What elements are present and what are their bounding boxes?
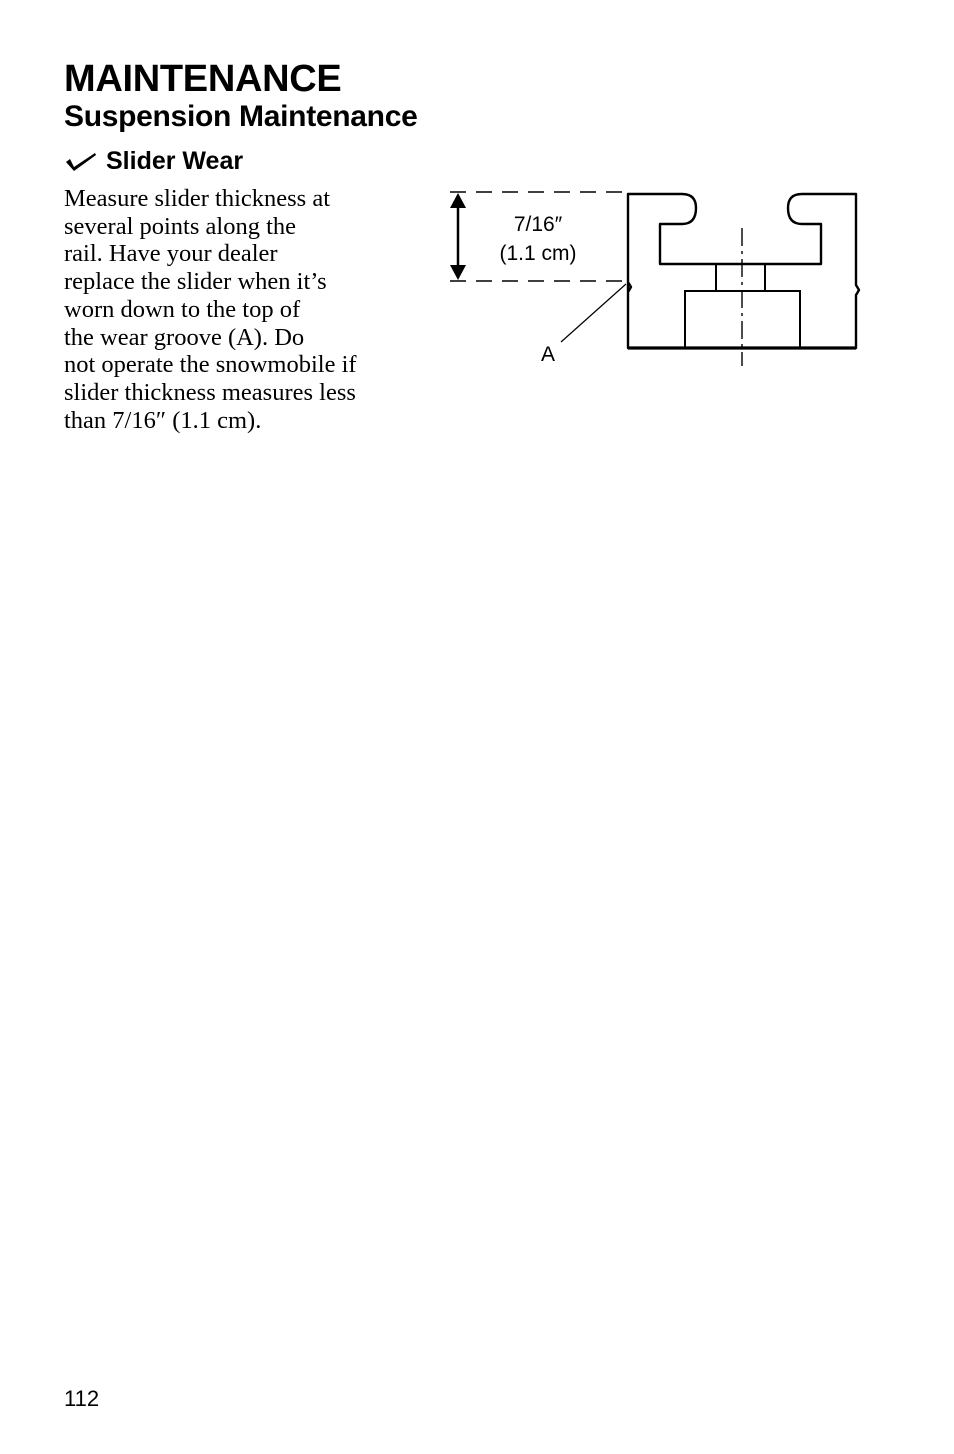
page-number: 112 bbox=[64, 1386, 100, 1411]
subsection-heading bbox=[64, 146, 243, 176]
body-line: not operate the snowmobile if bbox=[64, 351, 357, 379]
body-line: slider thickness measures less bbox=[64, 378, 356, 406]
checkmark-icon bbox=[64, 150, 98, 172]
callout-leader-line bbox=[561, 284, 626, 342]
chapter-title: MAINTENANCE bbox=[64, 58, 342, 100]
slider-wear-instructions bbox=[64, 185, 409, 434]
subsection-title: Slider Wear bbox=[106, 147, 244, 175]
body-line: worn down to the top of bbox=[64, 295, 301, 323]
dimension-metric-label: (1.1 cm) bbox=[499, 242, 577, 265]
body-line: the wear groove (A). Do bbox=[64, 323, 305, 351]
wear-groove-callout: A bbox=[540, 343, 556, 366]
slider-profile-outline bbox=[628, 194, 859, 348]
dimension-imperial-label: 7/16″ bbox=[513, 213, 563, 236]
dimension-arrow bbox=[450, 193, 466, 280]
body-line: several points along the bbox=[64, 212, 297, 240]
body-line: than 7/16″ (1.1 cm). bbox=[64, 406, 262, 434]
body-line: replace the slider when it’s bbox=[64, 268, 327, 296]
section-title: Suspension Maintenance bbox=[64, 100, 418, 133]
slider-neck bbox=[716, 264, 765, 291]
slider-cross-section-svg bbox=[440, 180, 870, 380]
body-line: Measure slider thickness at bbox=[64, 185, 331, 212]
body-line: rail. Have your dealer bbox=[64, 240, 278, 268]
slider-wear-diagram bbox=[440, 180, 870, 380]
